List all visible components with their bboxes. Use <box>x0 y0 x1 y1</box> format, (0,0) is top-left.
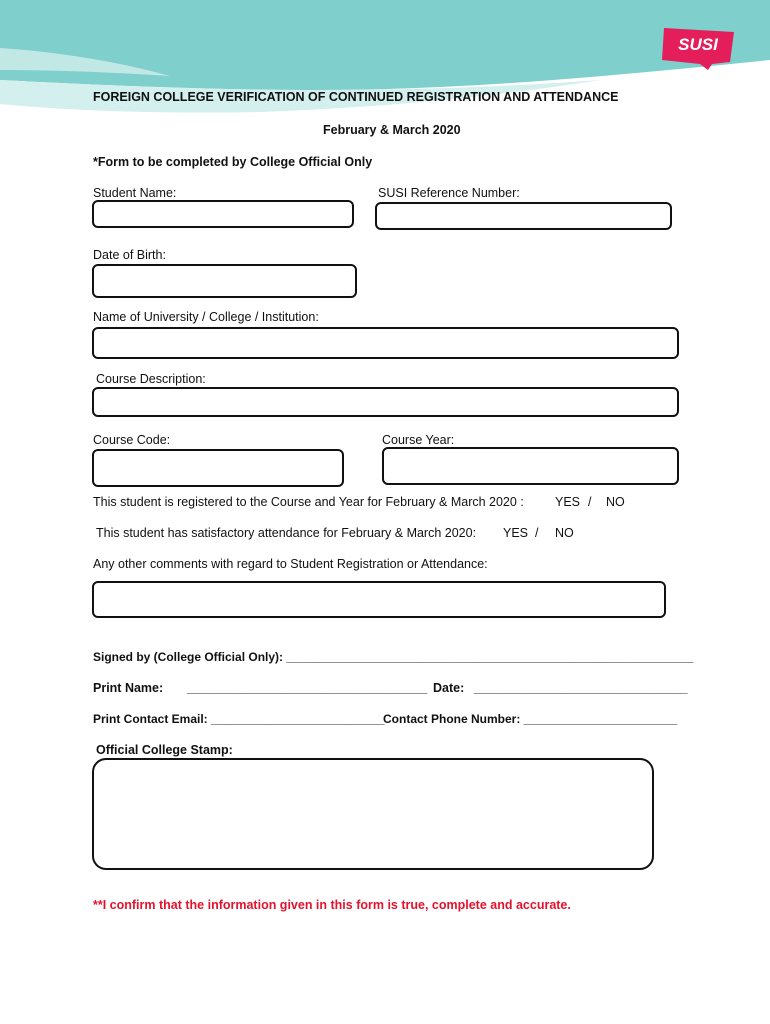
form-title: FOREIGN COLLEGE VERIFICATION OF CONTINUED REGISTRATION AND ATTENDANCE <box>93 90 619 104</box>
attendance-statement: This student has satisfactory attendance for February & March 2020: <box>96 526 477 540</box>
attendance-separator: / <box>535 526 539 540</box>
contact-phone-line[interactable]: Contact Phone Number: _______________________ <box>383 712 678 726</box>
course-description-field[interactable] <box>92 387 679 417</box>
dob-label: Date of Birth: <box>93 248 166 262</box>
course-description-label: Course Description: <box>96 372 206 386</box>
attendance-yes[interactable]: YES <box>503 526 529 540</box>
susi-logo <box>660 22 738 70</box>
comments-field[interactable] <box>92 581 666 618</box>
attendance-no[interactable]: NO <box>555 526 574 540</box>
registered-separator: / <box>588 495 592 509</box>
registered-statement: This student is registered to the Course and Year for February & March 2020 : <box>93 495 524 509</box>
susi-ref-label: SUSI Reference Number: <box>378 186 520 200</box>
course-year-field[interactable] <box>382 447 679 485</box>
confirmation-statement: **I confirm that the information given in this form is true, complete and accurate. <box>93 898 571 912</box>
course-code-label: Course Code: <box>93 433 171 447</box>
institution-label: Name of University / College / Institution: <box>93 310 319 324</box>
course-year-label: Course Year: <box>382 433 455 447</box>
print-email-line[interactable]: Print Contact Email: __________________________ <box>93 712 385 726</box>
comments-label: Any other comments with regard to Student Registration or Attendance: <box>93 557 488 571</box>
date-line[interactable]: ________________________________ <box>474 681 688 695</box>
completion-note: *Form to be completed by College Official Only <box>93 155 373 169</box>
student-name-label: Student Name: <box>93 186 177 200</box>
form-period: February & March 2020 <box>323 123 461 137</box>
print-name-line[interactable]: ____________________________________ <box>187 681 428 695</box>
signed-by-line[interactable]: Signed by (College Official Only): _____________________________________________________________ <box>93 650 694 664</box>
registered-yes[interactable]: YES <box>555 495 581 509</box>
stamp-box[interactable] <box>92 758 654 870</box>
registered-no[interactable]: NO <box>606 495 625 509</box>
stamp-label: Official College Stamp: <box>96 743 233 757</box>
date-label: Date: <box>433 681 465 695</box>
susi-ref-field[interactable] <box>375 202 672 230</box>
svg-text:SUSI: SUSI <box>678 35 718 54</box>
dob-field[interactable] <box>92 264 357 298</box>
course-code-field[interactable] <box>92 449 344 487</box>
student-name-field[interactable] <box>92 200 354 228</box>
institution-field[interactable] <box>92 327 679 359</box>
print-name-label: Print Name: <box>93 681 164 695</box>
